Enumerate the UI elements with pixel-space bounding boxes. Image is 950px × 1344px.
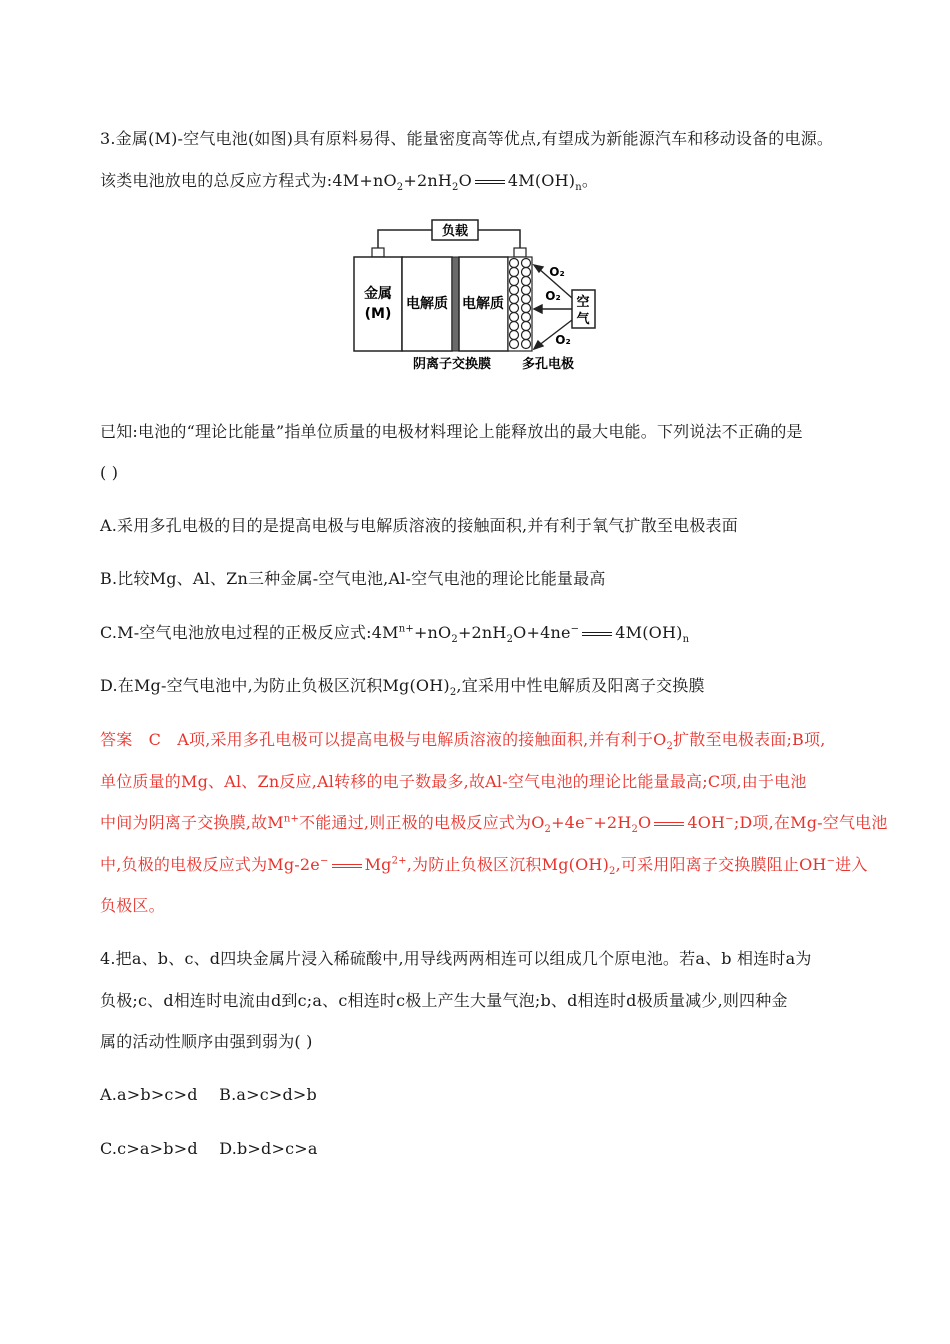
answer-sup: n+ xyxy=(283,813,300,825)
opt-d-sub: 2 xyxy=(449,687,457,699)
o2-label-bottom: O₂ xyxy=(555,333,571,347)
q3-stem-line1: 3.金属(M)-空气电池(如图)具有原料易得、能量密度高等优点,有望成为新能源汽车和移动设备的电源。 xyxy=(100,129,834,148)
opt-c-part: C.M-空气电池放电过程的正极反应式:4M xyxy=(100,623,399,642)
answer-sub: 2 xyxy=(609,866,616,878)
q3-eq-part: 。 xyxy=(581,171,599,190)
q4-stem-line2: 负极;c、d相连时电流由d到c;a、c相连时c极上产生大量气泡;b、d相连时d极质量减少,则四种金 xyxy=(100,991,788,1010)
q4-options-cd: C.c>a>b>d D.b>d>c>a xyxy=(100,1139,318,1158)
answer-sup: − xyxy=(826,855,836,867)
answer-part: O xyxy=(638,813,652,832)
answer-part: ,为防止负极区沉积Mg(OH) xyxy=(406,855,610,874)
metal-label-line2: (M) xyxy=(364,306,392,322)
equals-sign xyxy=(582,632,612,636)
answer-sub: 2 xyxy=(631,824,639,836)
q3-option-b: B.比较Mg、Al、Zn三种金属-空气电池,Al-空气电池的理论比能量最高 xyxy=(100,569,606,588)
q3-answer-paren: ( ) xyxy=(100,463,119,482)
answer-sup: − xyxy=(584,813,594,825)
o2-label-mid: O₂ xyxy=(545,289,561,303)
q3-stem-line2 xyxy=(100,170,598,192)
answer-part: 答案 C A项,采用多孔电极可以提高电极与电解质溶液的接触面积,并有利于O xyxy=(100,730,667,749)
answer-part: +2H xyxy=(593,813,632,832)
battery-diagram xyxy=(350,218,605,378)
answer-part: Mg xyxy=(364,855,392,874)
q3-eq-part: 4M(OH) xyxy=(507,171,576,190)
equals-sign xyxy=(475,180,505,184)
answer-part: 扩散至电极表面;B项, xyxy=(673,730,826,749)
opt-c-sub: 2 xyxy=(451,634,458,646)
opt-c-sub: n xyxy=(682,634,690,646)
q3-eq-part: O xyxy=(458,171,472,190)
answer-part: 中间为阴离子交换膜,故M xyxy=(100,813,284,832)
answer-part: 进入 xyxy=(835,855,868,874)
porous-electrode-label: 多孔电极 xyxy=(521,357,575,372)
q4-stem-line1: 4.把a、b、c、d四块金属片浸入稀硫酸中,用导线两两相连可以组成几个原电池。若a、b 相连时a为 xyxy=(100,949,812,968)
equals-sign xyxy=(654,822,684,826)
equals-sign xyxy=(332,864,362,868)
metal-label-line1: 金属 xyxy=(364,286,392,302)
answer-sub: 2 xyxy=(666,741,674,753)
q4-stem-line3: 属的活动性顺序由强到弱为( ) xyxy=(100,1032,313,1051)
q3-eq-part: 该类电池放电的总反应方程式为:4M+nO xyxy=(100,171,397,190)
answer-line2: 单位质量的Mg、Al、Zn反应,Al转移的电子数最多,故Al-空气电池的理论比能量最高;C项,由于电池 xyxy=(100,772,807,791)
q3-option-d xyxy=(100,675,705,697)
opt-c-sup: − xyxy=(570,623,580,635)
q3-sub: 2 xyxy=(396,182,404,194)
anion-membrane xyxy=(452,257,459,351)
metal-electrode xyxy=(354,257,402,351)
answer-sup: 2+ xyxy=(391,855,407,867)
q3-sub: 2 xyxy=(452,182,459,194)
answer-sup: − xyxy=(725,813,734,825)
q3-eq-part: +2nH xyxy=(403,171,453,190)
opt-d-part: ,宜采用中性电解质及阳离子交换膜 xyxy=(456,676,705,695)
q3-sub: n xyxy=(575,182,582,194)
answer-sub: 2 xyxy=(544,824,552,836)
answer-part: ,可采用阳离子交换膜阻止OH xyxy=(615,855,827,874)
air-label-line1: 空 xyxy=(576,295,590,310)
answer-part: ;D项,在Mg-空气电池 xyxy=(733,813,888,832)
q3-option-a: A.采用多孔电极的目的是提高电极与电解质溶液的接触面积,并有利于氧气扩散至电极表面 xyxy=(100,516,738,535)
answer-part: 不能通过,则正极的电极反应式为O xyxy=(299,813,545,832)
answer-line4 xyxy=(100,854,868,876)
membrane-label: 阴离子交换膜 xyxy=(412,357,492,372)
opt-c-part: O+4ne xyxy=(513,623,571,642)
answer-line5: 负极区。 xyxy=(100,896,165,915)
answer-part: +4e xyxy=(551,813,585,832)
opt-c-sup: n+ xyxy=(398,623,414,635)
air-label-line2: 气 xyxy=(576,312,590,327)
answer-line3 xyxy=(100,812,888,834)
answer-line1 xyxy=(100,729,826,751)
opt-d-part: D.在Mg-空气电池中,为防止负极区沉积Mg(OH) xyxy=(100,676,450,695)
wire-left xyxy=(378,230,432,248)
opt-c-part: 4M(OH) xyxy=(615,623,683,642)
terminal-left xyxy=(372,248,384,257)
opt-c-part: +2nH xyxy=(457,623,507,642)
q3-option-c xyxy=(100,622,689,644)
terminal-right xyxy=(514,248,526,257)
answer-part: 4OH xyxy=(687,813,726,832)
o2-label-top: O₂ xyxy=(549,265,565,279)
load-label: 负载 xyxy=(441,224,469,239)
electrolyte-right-label: 电解质 xyxy=(462,296,504,312)
electrolyte-left-label: 电解质 xyxy=(406,296,448,312)
opt-c-sub: 2 xyxy=(506,634,514,646)
answer-sup: − xyxy=(319,855,329,867)
wire-right xyxy=(478,230,520,248)
q3-known: 已知:电池的“理论比能量”指单位质量的电极材料理论上能释放出的最大电能。下列说法不正确的是 xyxy=(100,422,803,441)
q4-options-ab: A.a>b>c>d B.a>c>d>b xyxy=(100,1085,317,1104)
answer-part: 中,负极的电极反应式为Mg-2e xyxy=(100,855,320,874)
opt-c-part: +nO xyxy=(413,623,452,642)
